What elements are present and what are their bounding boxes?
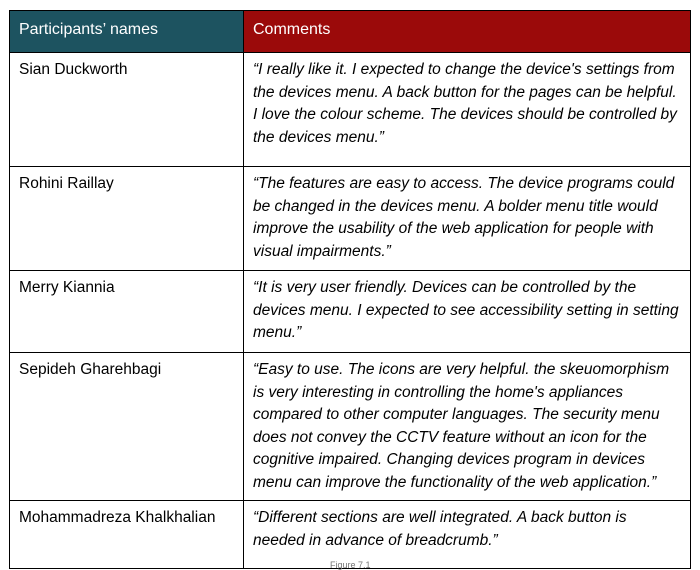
table-row [10, 271, 691, 353]
participant-comment: “I really like it. I expected to change the device's settings from the devices menu. A back button for the pages can be helpful. I love the colour scheme. The devices should be controlled by the devices menu.” [244, 53, 691, 167]
participant-name: Merry Kiannia [10, 271, 244, 353]
participant-comment: “Different sections are well integrated. A back button is needed in advance of breadcrumb.” [244, 501, 691, 569]
participant-comment: “Easy to use. The icons are very helpful. the skeuomorphism is very interesting in controlling the home's appliances compared to other computer languages. The security menu does not convey the CCTV feature without an icon for the cognitive impaired. Changing devices program in devices menu can improve the functionality of the web application.” [244, 353, 691, 501]
participant-feedback-table [9, 10, 691, 569]
feedback-table-container [9, 10, 690, 569]
participant-name: Rohini Raillay [10, 167, 244, 271]
table-header-row [10, 11, 691, 53]
comments-header: Comments [244, 11, 691, 53]
figure-caption-fragment: Figure 7.1 [330, 560, 371, 570]
participant-name: Mohammadreza Khalkhalian [10, 501, 244, 569]
participant-comment: “The features are easy to access. The device programs could be changed in the devices menu. A bolder menu title would improve the usability of the web application for people with visual impairments.” [244, 167, 691, 271]
participant-comment: “It is very user friendly. Devices can be controlled by the devices menu. I expected to see accessibility setting in setting menu.” [244, 271, 691, 353]
participants-names-header: Participants’ names [10, 11, 244, 53]
table-row [10, 501, 691, 569]
table-row [10, 53, 691, 167]
table-row [10, 353, 691, 501]
participant-name: Sepideh Gharehbagi [10, 353, 244, 501]
table-row [10, 167, 691, 271]
participant-name: Sian Duckworth [10, 53, 244, 167]
